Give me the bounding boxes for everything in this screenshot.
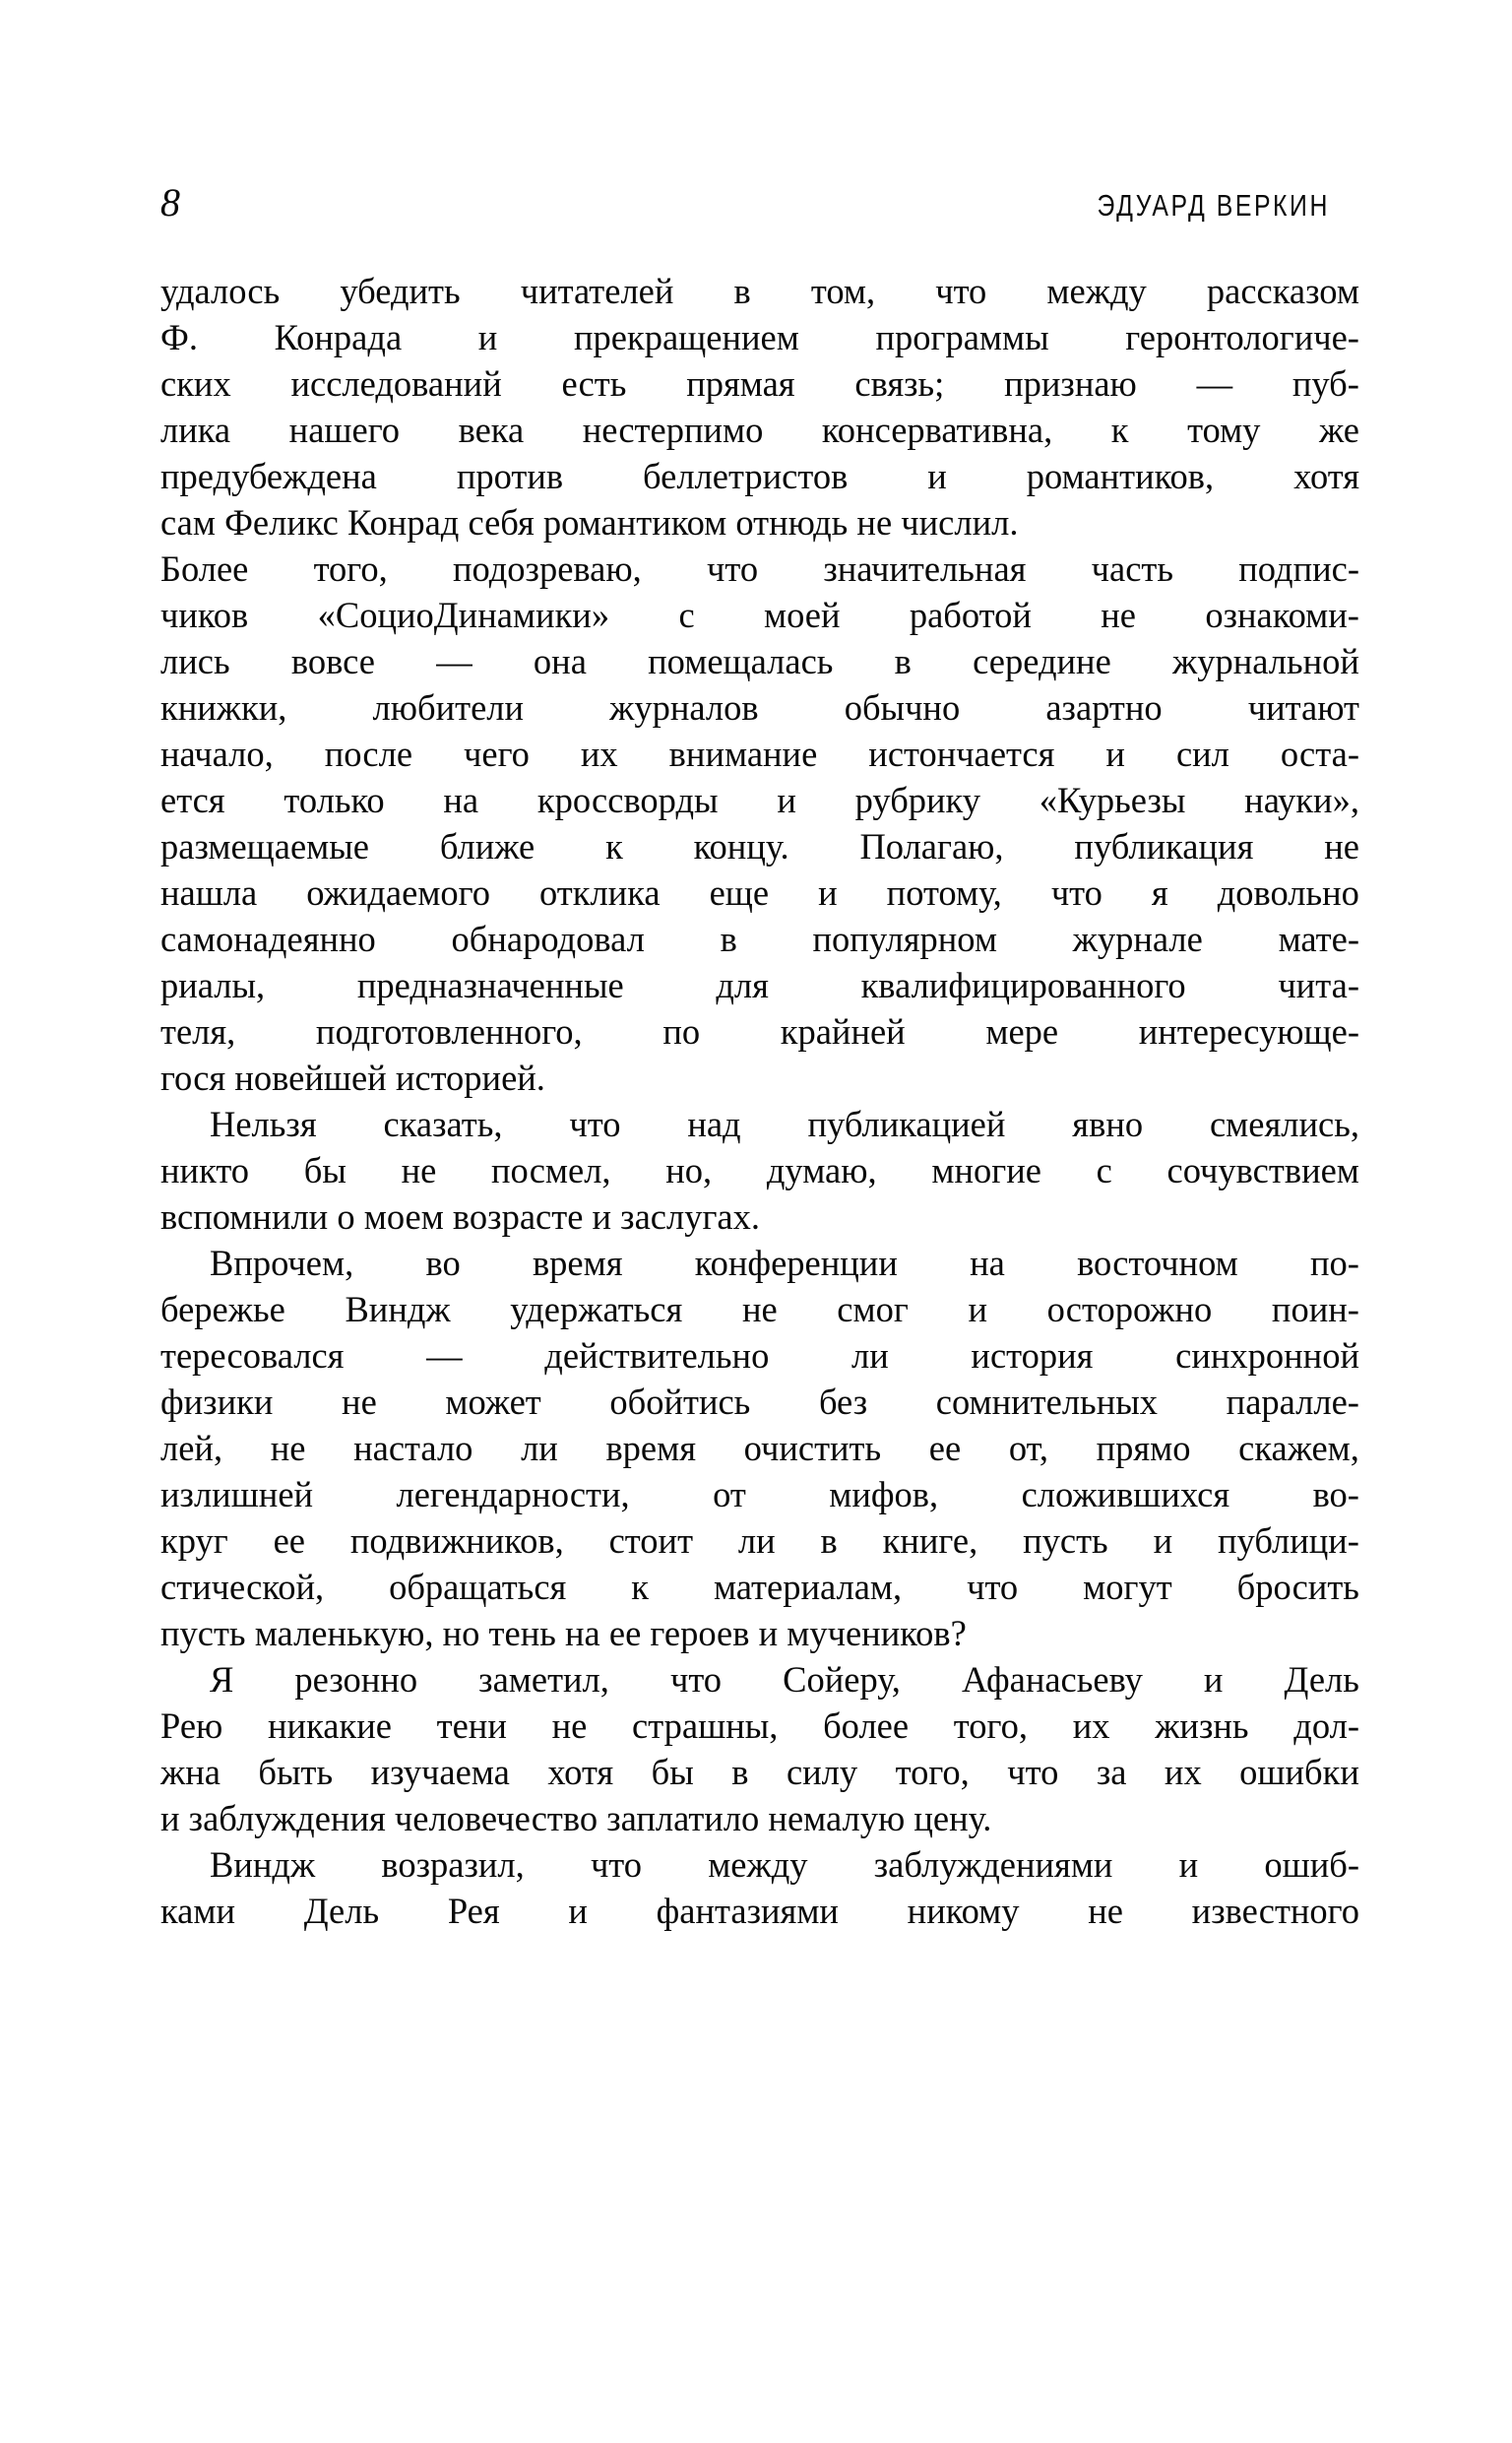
text-line [160, 1425, 1359, 1471]
text-word: в [731, 1752, 749, 1792]
text-word: интересующе- [1138, 1011, 1359, 1052]
text-word: время [532, 1243, 623, 1283]
text-word: жизнь [1155, 1705, 1249, 1746]
text-line: и заблуждения человечество заплатило немалую цену. [160, 1798, 992, 1838]
text-line [160, 1286, 1359, 1332]
text-word: и [968, 1289, 987, 1329]
text-word: история [971, 1335, 1094, 1376]
text-word: публикация [1074, 826, 1254, 867]
text-word: что [967, 1567, 1019, 1607]
text-word: тересовался [160, 1335, 345, 1376]
text-word: по [662, 1011, 701, 1052]
text-word: ознакоми- [1205, 595, 1359, 635]
text-word: и [927, 456, 947, 496]
text-line [160, 684, 1359, 731]
text-word: рубрику [854, 780, 981, 820]
text-word: нестерпимо [582, 410, 764, 450]
text-word: того, [953, 1705, 1028, 1746]
text-word: бережье [160, 1289, 285, 1329]
text-word: хотя [547, 1752, 614, 1792]
text-word: заблуждениями [873, 1844, 1113, 1885]
text-line [160, 268, 1359, 314]
text-word: публици- [1218, 1520, 1359, 1561]
text-word: сказать, [383, 1104, 503, 1144]
text-line [160, 1564, 1359, 1610]
text-line [160, 1656, 1359, 1703]
text-word: связь; [854, 363, 945, 404]
text-word: их [1072, 1705, 1110, 1746]
text-word: исследований [290, 363, 502, 404]
text-line [160, 1147, 1359, 1193]
text-word: самонадеянно [160, 919, 376, 959]
text-word: — [1196, 363, 1233, 404]
text-word: книге, [882, 1520, 978, 1561]
text-word: публикацией [807, 1104, 1006, 1144]
text-word: во [425, 1243, 461, 1283]
text-word: обнародовал [451, 919, 645, 959]
text-word: прямая [686, 363, 795, 404]
text-word: читают [1247, 687, 1359, 728]
text-word: подпис- [1238, 548, 1359, 589]
text-word: силу [786, 1752, 858, 1792]
text-word: еще [709, 872, 770, 913]
text-word: и [477, 317, 498, 357]
text-word: подготовленного, [315, 1011, 583, 1052]
text-word: журнальной [1172, 641, 1359, 681]
text-word: бросить [1236, 1567, 1359, 1607]
text-word: что [569, 1104, 621, 1144]
text-word: обращаться [389, 1567, 567, 1607]
text-word: и [1153, 1520, 1173, 1561]
text-word: резонно [294, 1659, 418, 1700]
text-word: ли [737, 1520, 776, 1561]
text-word: что [1050, 872, 1102, 913]
text-word: не [1324, 826, 1359, 867]
text-word: ее [273, 1520, 306, 1561]
text-word: круг [160, 1520, 228, 1561]
text-word: Виндж [345, 1289, 451, 1329]
text-word: в [733, 271, 751, 311]
text-word: обойтись [609, 1382, 751, 1422]
text-word: не [342, 1382, 377, 1422]
text-word: Виндж [210, 1844, 316, 1885]
text-word: предназначенные [356, 965, 624, 1005]
text-word: не [551, 1705, 588, 1746]
text-line [160, 916, 1359, 962]
text-word: она [533, 641, 587, 681]
text-word: истончается [868, 734, 1055, 774]
text-line [160, 1008, 1359, 1055]
text-word: консервативна, [821, 410, 1053, 450]
text-word: — [426, 1335, 463, 1376]
text-word: фантазиями [656, 1891, 839, 1931]
text-word: значительная [823, 548, 1027, 589]
text-line [160, 731, 1359, 777]
text-word: думаю, [766, 1150, 877, 1190]
text-word: сочувствием [1166, 1150, 1359, 1190]
text-word: против [456, 456, 564, 496]
text-word: мифов, [829, 1474, 939, 1514]
text-word: и [1105, 734, 1125, 774]
text-word: не [1101, 595, 1136, 635]
text-word: обычно [844, 687, 961, 728]
text-word: довольно [1217, 872, 1359, 913]
text-word: к [605, 826, 623, 867]
text-word: размещаемые [160, 826, 369, 867]
text-word: посмел, [491, 1150, 611, 1190]
text-word: на [443, 780, 479, 820]
text-word: чего [464, 734, 530, 774]
text-word: работой [909, 595, 1032, 635]
text-line [160, 1841, 1359, 1888]
text-word: синхронной [1175, 1335, 1359, 1376]
text-word: моей [763, 595, 841, 635]
text-word: азартно [1045, 687, 1163, 728]
text-word: хотя [1293, 456, 1359, 496]
text-word: книжки, [160, 687, 287, 728]
text-word: с [678, 595, 695, 635]
text-word: журналов [609, 687, 759, 728]
text-word: рассказом [1206, 271, 1359, 311]
text-word: помещалась [648, 641, 834, 681]
text-line [160, 407, 1359, 453]
text-word: Нельзя [210, 1104, 317, 1144]
text-word: действительно [544, 1335, 770, 1376]
text-word: Полагаю, [859, 826, 1004, 867]
text-word: поин- [1271, 1289, 1359, 1329]
text-word: «Курьезы [1039, 780, 1186, 820]
text-word: над [687, 1104, 741, 1144]
text-word: что [1007, 1752, 1059, 1792]
text-word: вовсе [290, 641, 375, 681]
text-word: журнале [1072, 919, 1203, 959]
text-word: на [970, 1243, 1005, 1283]
text-word: настало [353, 1428, 473, 1468]
text-word: ских [160, 363, 231, 404]
text-word: никто [160, 1150, 250, 1190]
text-word: квалифицированного [860, 965, 1186, 1005]
text-word: в [894, 641, 912, 681]
text-word: от, [1008, 1428, 1048, 1468]
text-word: и [1178, 1844, 1199, 1885]
text-word: без [818, 1382, 868, 1422]
text-word: риалы, [160, 965, 266, 1005]
text-word: нашла [160, 872, 258, 913]
text-word: концу. [693, 826, 789, 867]
text-word: пуб- [1292, 363, 1359, 404]
text-word: никакие [268, 1705, 392, 1746]
text-word: кроссворды [536, 780, 719, 820]
text-word: не [741, 1289, 778, 1329]
text-word: ее [928, 1428, 962, 1468]
text-word: и [568, 1891, 588, 1931]
text-word: может [445, 1382, 541, 1422]
text-line [160, 546, 1359, 592]
text-word: и [818, 872, 838, 913]
text-line: сам Феликс Конрад себя романтиком отнюдь не числил. [160, 502, 1019, 543]
text-word: не [270, 1428, 306, 1468]
text-word: Афанасьеву [962, 1659, 1143, 1700]
text-word: излишней [160, 1474, 314, 1514]
text-word: многие [931, 1150, 1041, 1190]
text-word: во- [1312, 1474, 1359, 1514]
text-word: того, [895, 1752, 970, 1792]
text-word: популярном [812, 919, 997, 959]
text-line [160, 1332, 1359, 1379]
text-word: тому [1187, 410, 1261, 450]
text-word: что [669, 1659, 723, 1700]
text-word: страшны, [632, 1705, 779, 1746]
text-word: — [436, 641, 472, 681]
text-word: чита- [1278, 965, 1359, 1005]
text-word: читателей [520, 271, 674, 311]
text-word: отклика [539, 872, 661, 913]
text-word: мере [985, 1011, 1059, 1052]
text-word: я [1151, 872, 1168, 913]
text-word: потому, [886, 872, 1002, 913]
text-word: и [1203, 1659, 1224, 1700]
body-text [160, 268, 1359, 1934]
text-word: изучаема [370, 1752, 510, 1792]
text-word: только [284, 780, 385, 820]
text-word: материалам, [713, 1567, 903, 1607]
text-word: начало, [160, 734, 274, 774]
text-word: ется [160, 780, 225, 820]
text-word: с [1096, 1150, 1112, 1190]
text-word: подвижников, [349, 1520, 564, 1561]
text-word: том, [810, 271, 876, 311]
text-word: не [401, 1150, 437, 1190]
text-word: для [716, 965, 769, 1005]
text-word: прямо [1096, 1428, 1191, 1468]
text-word: бы [651, 1752, 694, 1792]
text-word: Конрада [274, 317, 403, 357]
text-word: ближе [439, 826, 536, 867]
text-word: в [720, 919, 737, 959]
text-word: науки», [1244, 780, 1359, 820]
text-word: смог [837, 1289, 909, 1329]
text-line [160, 962, 1359, 1008]
text-word: к [1110, 410, 1129, 450]
text-word: лей, [160, 1428, 223, 1468]
text-word: Более [160, 548, 249, 589]
text-word: никому [907, 1891, 1020, 1931]
text-word: стической, [160, 1567, 325, 1607]
text-word: между [1046, 271, 1147, 311]
text-line [160, 869, 1359, 916]
text-word: оста- [1280, 734, 1359, 774]
text-word: восточном [1077, 1243, 1238, 1283]
text-word: и [777, 780, 796, 820]
text-line [160, 1471, 1359, 1517]
text-word: более [823, 1705, 910, 1746]
text-word: скажем, [1238, 1428, 1359, 1468]
text-word: же [1318, 410, 1359, 450]
text-word: легендарности, [396, 1474, 630, 1514]
text-word: сложившихся [1021, 1474, 1230, 1514]
text-word: удалось [160, 271, 281, 311]
text-word: их [580, 734, 618, 774]
text-word: ками [160, 1891, 236, 1931]
text-word: очистить [743, 1428, 882, 1468]
text-word: Рею [160, 1705, 223, 1746]
text-word: Впрочем, [210, 1243, 354, 1283]
text-word: дол- [1293, 1705, 1359, 1746]
text-word: между [708, 1844, 808, 1885]
text-word: геронтологиче- [1125, 317, 1359, 357]
text-word: Дель [1284, 1659, 1359, 1700]
text-word: заметил, [478, 1659, 609, 1700]
text-line [160, 1101, 1359, 1147]
text-line [160, 823, 1359, 869]
text-word: могут [1083, 1567, 1172, 1607]
text-word: подозреваю, [452, 548, 642, 589]
text-word: стоит [608, 1520, 694, 1561]
text-line [160, 638, 1359, 684]
text-word: ли [851, 1335, 889, 1376]
text-line: пусть маленькую, но тень на ее героев и мучеников? [160, 1613, 967, 1653]
text-line [160, 314, 1359, 360]
text-line [160, 1517, 1359, 1564]
text-word: нашего [288, 410, 401, 450]
text-word: от [713, 1474, 746, 1514]
text-line [160, 360, 1359, 407]
text-word: по- [1309, 1243, 1359, 1283]
text-word: после [324, 734, 413, 774]
text-word: внимание [668, 734, 818, 774]
running-header [160, 180, 1358, 238]
text-word: но, [665, 1150, 713, 1190]
text-word: быть [258, 1752, 334, 1792]
text-word: середине [973, 641, 1111, 681]
text-line [160, 453, 1359, 499]
text-word: убедить [340, 271, 461, 311]
text-word: ли [521, 1428, 558, 1468]
text-word: романтиков, [1026, 456, 1215, 496]
text-word: любители [372, 687, 525, 728]
text-line [160, 1240, 1359, 1286]
text-word: к [631, 1567, 649, 1607]
text-word: сомнительных [935, 1382, 1159, 1422]
text-word: крайней [780, 1011, 906, 1052]
text-word: известного [1191, 1891, 1359, 1931]
text-word: Ф. [160, 317, 198, 357]
text-word: смеялись, [1209, 1104, 1359, 1144]
text-word: Сойеру, [783, 1659, 901, 1700]
text-word: мате- [1278, 919, 1359, 959]
text-word: беллетристов [643, 456, 849, 496]
text-line [160, 777, 1359, 823]
text-word: тени [436, 1705, 507, 1746]
text-word: есть [561, 363, 627, 404]
text-word: их [1164, 1752, 1202, 1792]
text-word: физики [160, 1382, 274, 1422]
text-word: что [935, 271, 987, 311]
text-word: за [1096, 1752, 1127, 1792]
text-word: удержаться [510, 1289, 683, 1329]
text-line [160, 1749, 1359, 1795]
page-number: 8 [160, 180, 181, 225]
text-word: время [605, 1428, 697, 1468]
text-word: того, [313, 548, 388, 589]
text-line [160, 1703, 1359, 1749]
text-word: прекращением [573, 317, 799, 357]
text-word: явно [1072, 1104, 1144, 1144]
text-word: лись [160, 641, 230, 681]
text-word: признаю [1004, 363, 1137, 404]
running-head-author: ЭДУАРД ВЕРКИН [1097, 188, 1330, 223]
text-word: не [1088, 1891, 1123, 1931]
text-word: что [707, 548, 759, 589]
text-word: возразил, [381, 1844, 525, 1885]
text-word: Я [210, 1659, 234, 1700]
text-word: предубеждена [160, 456, 377, 496]
text-line: гося новейшей историей. [160, 1058, 545, 1098]
text-word: бы [303, 1150, 346, 1190]
text-word: ожидаемого [306, 872, 490, 913]
text-word: теля, [160, 1011, 236, 1052]
text-line [160, 1888, 1359, 1934]
text-word: ошиб- [1264, 1844, 1359, 1885]
text-word: сил [1175, 734, 1229, 774]
text-line [160, 1379, 1359, 1425]
text-word: часть [1091, 548, 1174, 589]
text-word: Дель [303, 1891, 380, 1931]
text-word: ошибки [1239, 1752, 1359, 1792]
text-word: жна [160, 1752, 220, 1792]
text-word: паралле- [1226, 1382, 1359, 1422]
text-line: вспомнили о моем возрасте и заслугах. [160, 1196, 761, 1237]
text-word: в [820, 1520, 838, 1561]
text-word: чиков [160, 595, 249, 635]
text-word: «СоциоДинамики» [317, 595, 610, 635]
text-word: конференции [694, 1243, 898, 1283]
text-word: лика [160, 410, 231, 450]
text-word: что [590, 1844, 643, 1885]
text-word: пусть [1023, 1520, 1108, 1561]
text-word: века [458, 410, 525, 450]
text-word: программы [875, 317, 1049, 357]
text-word: Рея [447, 1891, 500, 1931]
text-word: осторожно [1046, 1289, 1213, 1329]
text-line [160, 592, 1359, 638]
